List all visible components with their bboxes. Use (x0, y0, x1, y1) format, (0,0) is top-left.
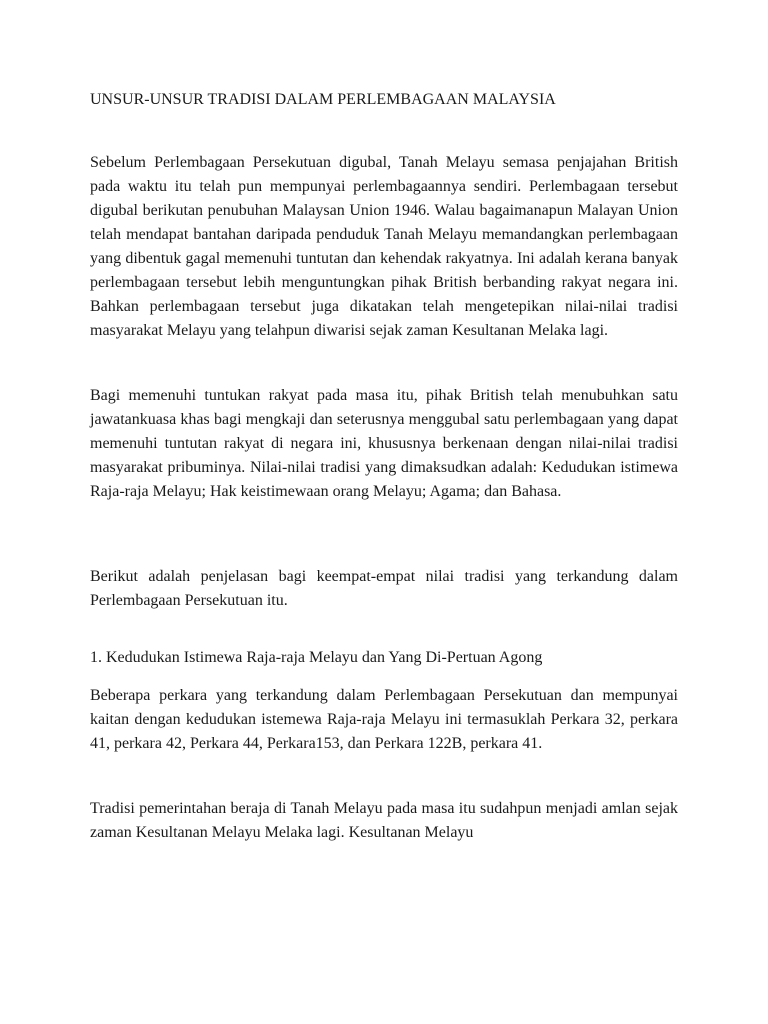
paragraph-committee: Bagi memenuhi tuntukan rakyat pada masa itu, pihak British telah menubuhkan satu jawatankuasa khas bagi mengkaji dan seterusnya menggubal satu perlembagaan yang dapat memenuhi tuntutan rakyat di negara ini, khususnya berkenaan dengan nilai-nilai tradisi masyarakat pribuminya. Nilai-nilai tradisi yang dimaksudkan adalah: Kedudukan istimewa Raja-raja Melayu; Hak keistimewaan orang Melayu; Agama; dan Bahasa. (90, 387, 678, 500)
section-heading-1: 1. Kedudukan Istimewa Raja-raja Melayu dan Yang Di-Pertuan Agong (90, 649, 543, 666)
document-page (90, 88, 678, 845)
document-title: UNSUR-UNSUR TRADISI DALAM PERLEMBAGAAN MALAYSIA (90, 91, 556, 108)
paragraph-monarchy-tradition: Tradisi pemerintahan beraja di Tanah Melayu pada masa itu sudahpun menjadi amlan sejak zaman Kesultanan Melayu Melaka lagi. Kesultanan Melayu (90, 800, 678, 841)
paragraph-intro: Sebelum Perlembagaan Persekutuan digubal, Tanah Melayu semasa penjajahan British pada waktu itu telah pun mempunyai perlembagaannya sendiri. Perlembagaan tersebut digubal berikutan penubuhan Malaysan Union 1946. Walau bagaimanapun Malayan Union telah mendapat bantahan daripada penduduk Tanah Melayu memandangkan perlembagaan yang dibentuk gagal memenuhi tuntutan dan kehendak rakyatnya. Ini adalah kerana banyak perlembagaan tersebut lebih menguntungkan pihak British berbanding rakyat negara ini. Bahkan perlembagaan tersebut juga dikatakan telah mengetepikan nilai-nilai tradisi masyarakat Melayu yang telahpun diwarisi sejak zaman Kesultanan Melaka lagi. (90, 154, 678, 339)
paragraph-explanation-intro: Berikut adalah penjelasan bagi keempat-empat nilai tradisi yang terkandung dalam Perlembagaan Persekutuan itu. (90, 568, 678, 609)
paragraph-articles: Beberapa perkara yang terkandung dalam Perlembagaan Persekutuan dan mempunyai kaitan dengan kedudukan istemewa Raja-raja Melayu ini termasuklah Perkara 32, perkara 41, perkara 42, Perkara 44, Perkara153, dan Perkara 122B, perkara 41. (90, 687, 678, 752)
